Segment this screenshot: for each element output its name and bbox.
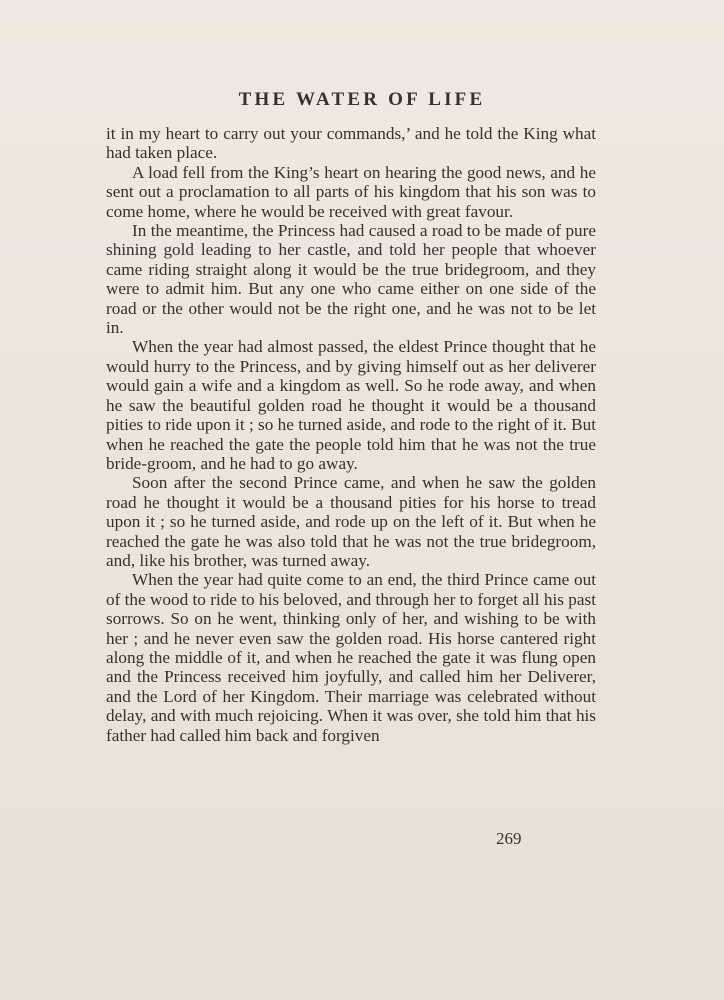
paragraph: A load fell from the King’s heart on hearing the good news, and he sent out a proclamation to all parts of his kingdom that his son was to come home, where he would be received with great favour.	[106, 162, 596, 221]
body-text	[106, 124, 596, 745]
paragraph-continued: it in my heart to carry out your commands,’ and he told the King what had taken place.	[106, 124, 596, 163]
paragraph: When the year had quite come to an end, the third Prince came out of the wood to ride to his beloved, and through her to forget all his past sorrows. So on he went, thinking only of her, and wishing to be with her ; and he never even saw the golden road. His horse cantered right along the middle of it, and when he reached the gate it was flung open and the Princess received him joyfully, and called him her Deliverer, and the Lord of her Kingdom. Their marriage was celebrated without delay, and with much rejoicing. When it was over, she told him that his father had called him back and forgiven	[106, 570, 596, 745]
paragraph: When the year had almost passed, the eldest Prince thought that he would hurry to the Princess, and by giving himself out as her deliverer would gain a wife and a kingdom as well. So he rode away, and when he saw the beautiful golden road he thought it would be a thousand pities to ride upon it ; so he turned aside, and rode to the right of it. But when he reached the gate the people told him that he was not the true bride-groom, and he had to go away.	[106, 337, 596, 473]
page-number: 269	[496, 829, 522, 848]
paragraph: Soon after the second Prince came, and when he saw the golden road he thought it would be a thousand pities for his horse to tread upon it ; so he turned aside, and rode up on the left of it. But when he reached the gate he was also told that he was not the true bridegroom, and, like his brother, was turned away.	[106, 473, 596, 570]
paragraph: In the meantime, the Princess had caused a road to be made of pure shining gold leading to her castle, and told her people that whoever came riding straight along it would be the true bridegroom, and they were to admit him. But any one who came either on one side of the road or the other would not be the right one, and he was not to be let in.	[106, 221, 596, 338]
running-head: THE WATER OF LIFE	[238, 89, 486, 110]
